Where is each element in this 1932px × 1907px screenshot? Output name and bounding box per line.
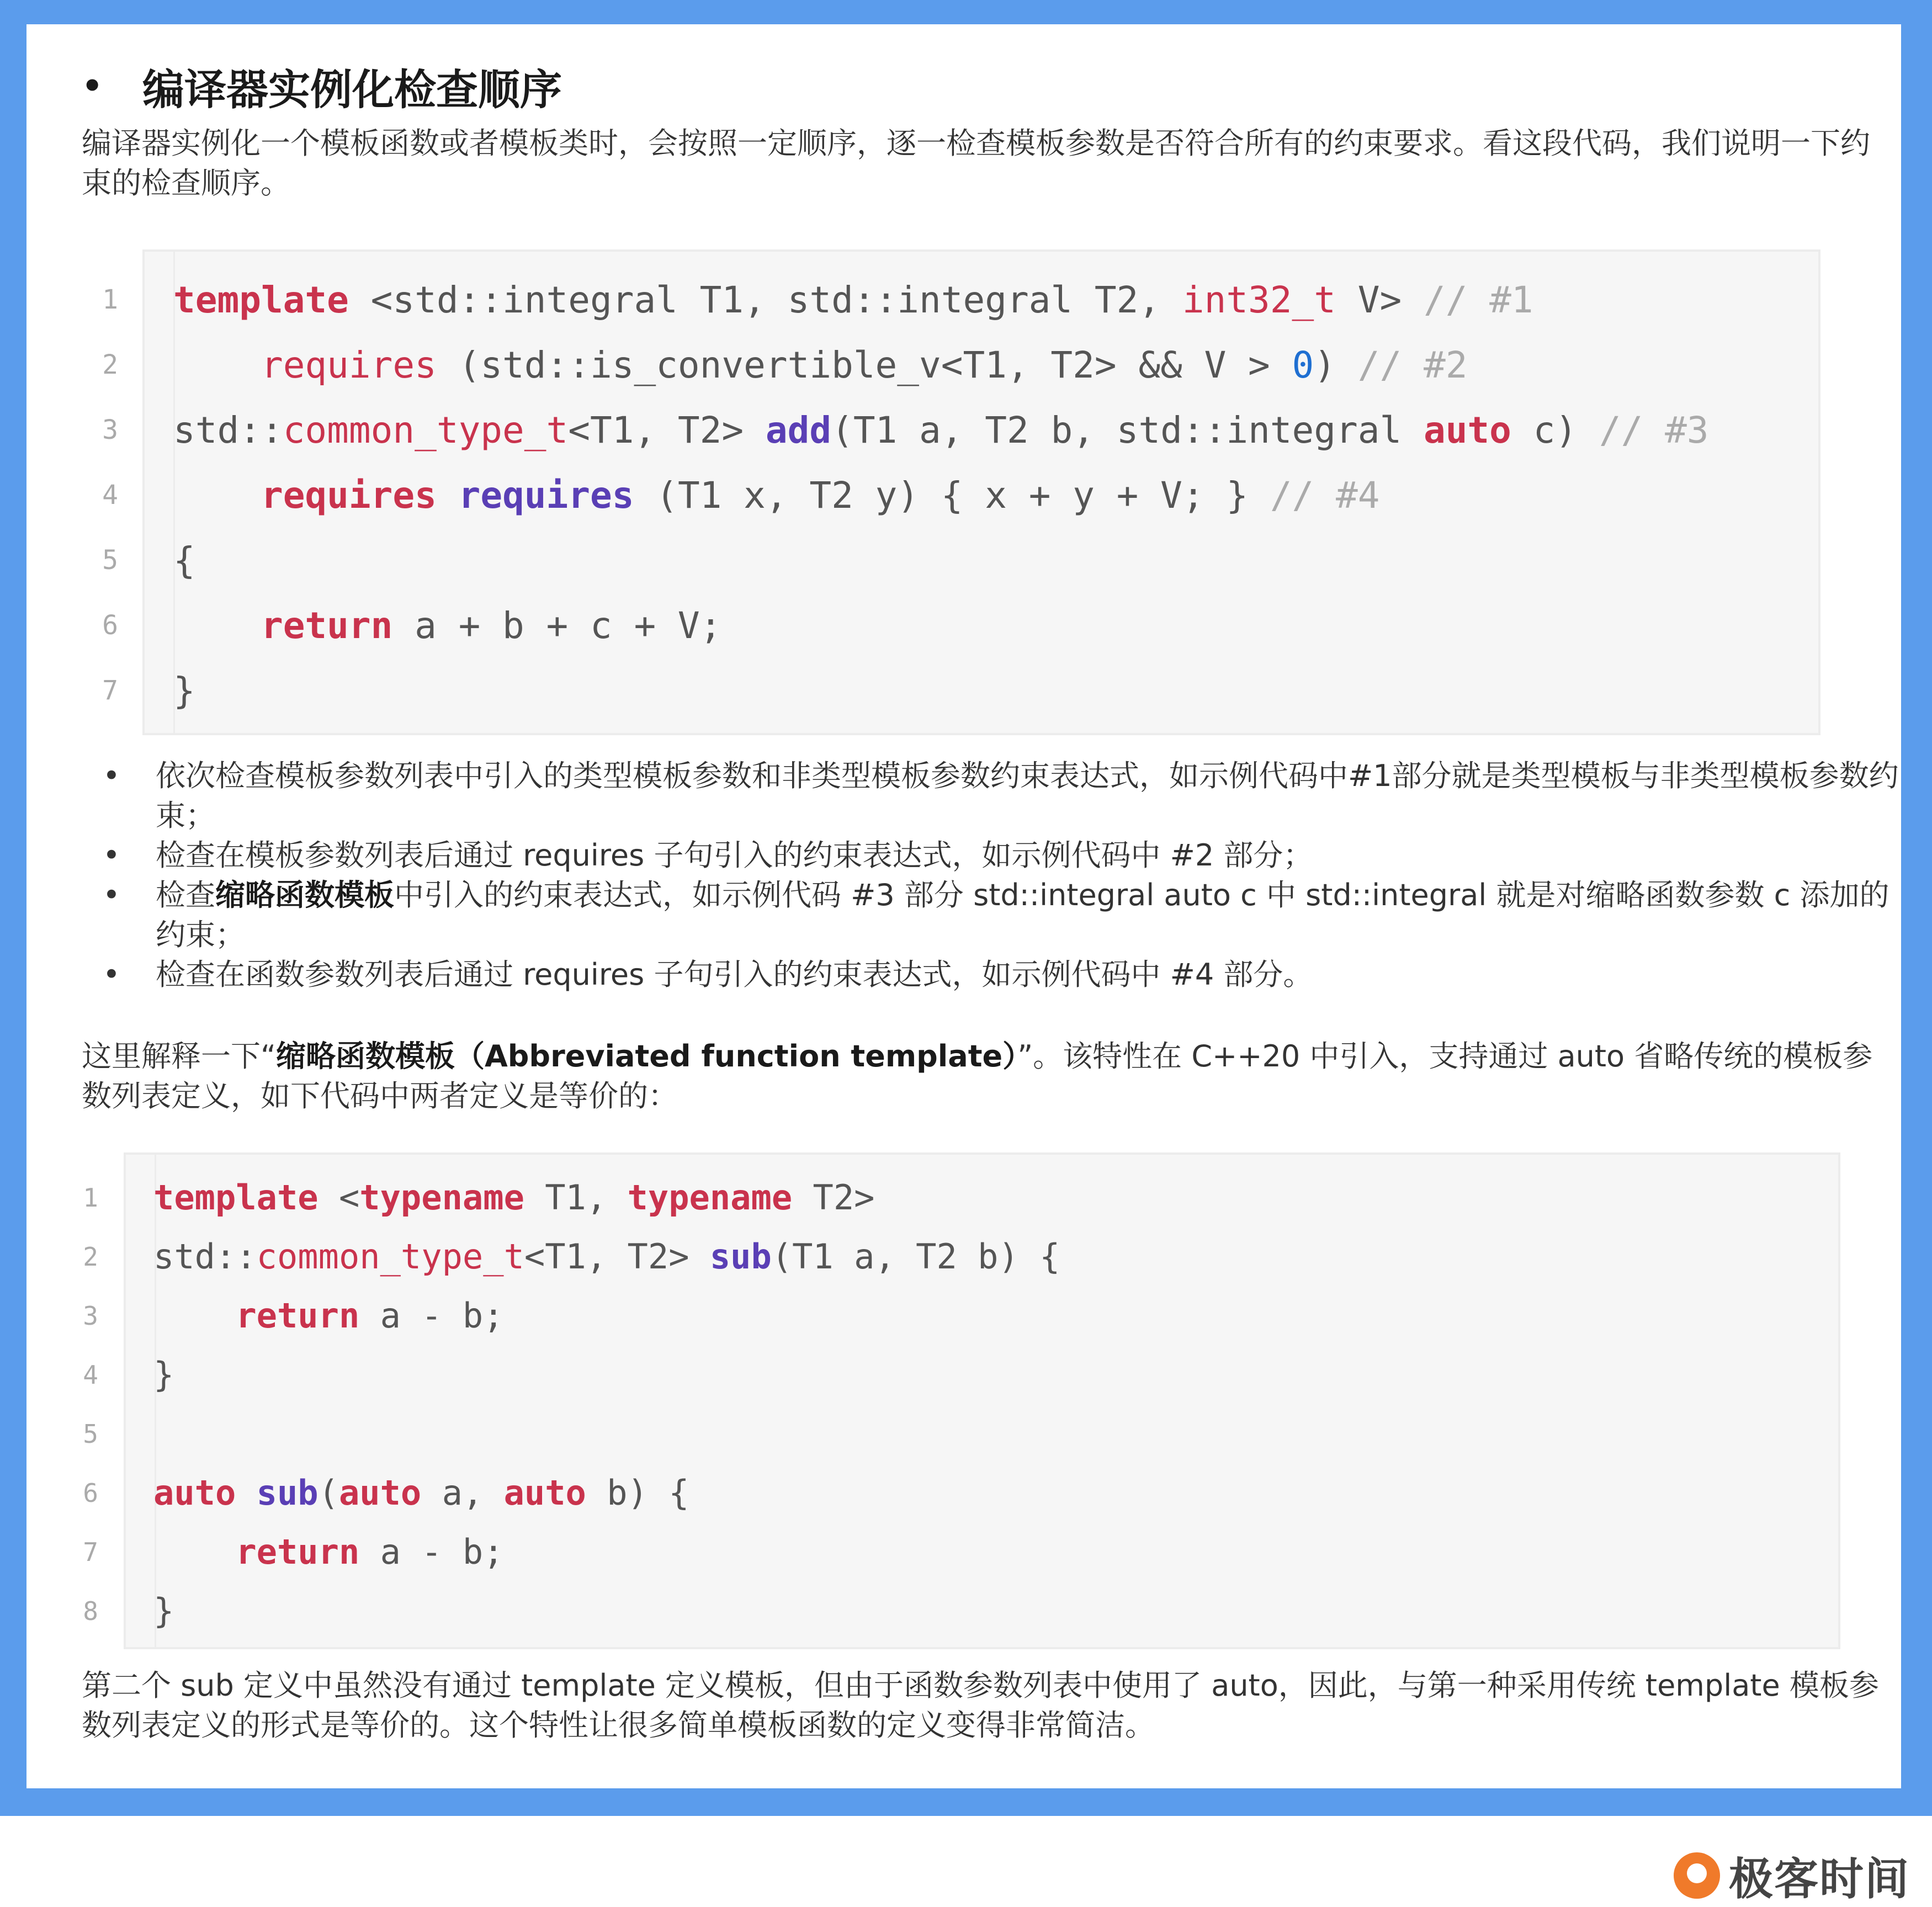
code-text [173, 670, 195, 712]
content-card [26, 24, 1901, 1788]
code-text [173, 409, 1709, 451]
code-token: T2> [792, 1177, 875, 1218]
code-text [153, 1591, 174, 1631]
code-token: std:: [173, 408, 283, 451]
code-token: (T1 a, T2 b, std::integral [831, 408, 1424, 451]
code-token [173, 474, 261, 517]
code-token: return [236, 1295, 360, 1336]
code-token [437, 474, 459, 517]
code-token: requires [458, 474, 634, 517]
code-line [83, 1404, 1838, 1463]
code-text [173, 539, 195, 582]
code-token: // #1 [1423, 278, 1533, 321]
code-line [83, 1168, 1838, 1227]
code-token: auto [338, 1473, 422, 1513]
code-text [173, 344, 1467, 386]
line-number: 2 [83, 1241, 98, 1272]
code-token: typename [359, 1177, 524, 1218]
closing-paragraph: 第二个 sub 定义中虽然没有通过 template 定义模板，但由于函数参数列表中使用了 auto，因此，与第一种采用传统 template 模板参数列表定义的形式是等价的。这个特性让很多简单模板函数的定义变得非常简洁。 [82, 1668, 1879, 1743]
code-line [83, 1463, 1838, 1522]
code-token: template [153, 1177, 319, 1218]
code-token [236, 1473, 256, 1513]
code-text [153, 1473, 689, 1513]
code-token: (T1 a, T2 b) { [771, 1236, 1060, 1277]
emphasis-text: 缩略函数模板 [215, 878, 394, 912]
explain-paragraph [82, 1037, 1892, 1116]
list-bullet: • [103, 957, 120, 992]
list-item-text: 检查在模板参数列表后通过 requires 子句引入的约束表达式，如示例代码中 #2 部分； [156, 838, 1313, 873]
explain-pre: 这里解释一下“ [82, 1039, 276, 1074]
list-item-text: 依次检查模板参数列表中引入的类型模板参数和非类型模板参数约束表达式，如示例代码中#1部分就是类型模板与非类型模板参数约束； [156, 758, 1899, 833]
code-line [83, 1227, 1838, 1286]
list-item-text: 中引入的约束表达式，如示例代码 #3 部分 std::integral auto c 中 std::integral 就是对缩略函数参数 c 添加的约束； [156, 878, 1889, 952]
brand-name: 极客时间 [1729, 1853, 1910, 1905]
line-number: 1 [83, 1182, 98, 1213]
check-order-list [82, 756, 1903, 995]
code-token: common_type_t [256, 1236, 524, 1277]
explain-bold: 缩略函数模板（Abbreviated function template） [275, 1039, 1018, 1074]
code-token: auto [153, 1473, 236, 1513]
code-token: auto [503, 1473, 586, 1513]
code-token: (T1 x, T2 y) { x + y + V; } [634, 474, 1270, 517]
code-token: sub [709, 1236, 772, 1277]
code-token: a + b + c + V; [392, 604, 722, 647]
line-number: 2 [102, 349, 118, 380]
intro-paragraph: 编译器实例化一个模板函数或者模板类时，会按照一定顺序，逐一检查模板参数是否符合所有的约束要求。看这段代码，我们说明一下约束的检查顺序。 [82, 126, 1870, 200]
code-token: requires [261, 474, 437, 517]
code-token: // #3 [1599, 408, 1709, 451]
code-token [153, 1295, 236, 1336]
list-item [82, 875, 1903, 955]
code-token: int32_t [1182, 278, 1336, 321]
code-line [102, 267, 1818, 332]
geektime-logo-icon [1674, 1852, 1720, 1899]
line-number: 6 [102, 610, 118, 641]
code-line [83, 1286, 1838, 1345]
code-text [153, 1532, 504, 1572]
code-block-sub [83, 1152, 1840, 1649]
code-token: a, [421, 1473, 504, 1513]
code-token: < [318, 1177, 360, 1218]
code-token: return [261, 604, 393, 647]
code-token: c) [1511, 408, 1599, 451]
heading-title: 编译器实例化检查顺序 [142, 65, 562, 114]
line-number: 4 [102, 480, 118, 511]
code-token: return [236, 1532, 360, 1572]
code-line [102, 397, 1818, 463]
code-token: <T1, T2> [524, 1236, 710, 1277]
code-token: template [173, 278, 349, 321]
code-line [102, 332, 1818, 397]
code-token: V> [1336, 278, 1424, 321]
code-text [153, 1177, 874, 1218]
code-token: a - b; [359, 1295, 504, 1336]
code-token: // #2 [1357, 343, 1468, 386]
code-token: add [765, 408, 832, 451]
code-token: (std::is_convertible_v<T1, T2> && V > [436, 343, 1292, 386]
code-token: } [153, 1591, 174, 1631]
explain-post: ”。该特性在 C++20 中引入，支持通过 auto 省略传统的模板参数列表定义，如下代码中两者定义是等价的： [82, 1039, 1873, 1113]
code-token: 0 [1292, 343, 1314, 386]
code-token: b) { [586, 1473, 689, 1513]
code-token: requires [261, 343, 437, 386]
code-token: common_type_t [283, 408, 569, 451]
code-token: ( [318, 1473, 339, 1513]
code-text [173, 279, 1533, 321]
code-token: <T1, T2> [568, 408, 766, 451]
code-line [102, 593, 1818, 658]
line-number: 6 [83, 1478, 98, 1508]
code-token: auto [1423, 408, 1511, 451]
code-token: ) [1314, 343, 1358, 386]
code-text [153, 1295, 504, 1336]
code-block-add [102, 249, 1820, 735]
line-number: 3 [102, 415, 118, 445]
code-token [173, 604, 261, 647]
code-token: a - b; [359, 1532, 504, 1572]
code-token: T1, [524, 1177, 628, 1218]
code-token: } [173, 669, 195, 712]
code-line [102, 528, 1818, 593]
section-heading [82, 53, 562, 119]
code-token: // #4 [1270, 474, 1380, 517]
line-number: 3 [83, 1300, 98, 1331]
code-token: std:: [153, 1236, 257, 1277]
code-text [153, 1236, 1060, 1277]
code-line [83, 1581, 1838, 1640]
brand-logo [1674, 1844, 1910, 1907]
list-bullet: • [103, 758, 120, 793]
code-token: sub [256, 1473, 319, 1513]
code-token [153, 1532, 236, 1572]
list-item [82, 756, 1903, 836]
code-line [102, 463, 1818, 528]
list-item [82, 836, 1903, 875]
list-item-text: 检查在函数参数列表后通过 requires 子句引入的约束表达式，如示例代码中 #4 部分。 [156, 957, 1313, 992]
line-number: 5 [83, 1419, 98, 1449]
code-line [83, 1345, 1838, 1404]
line-number: 7 [83, 1537, 98, 1567]
list-item [82, 955, 1903, 995]
line-number: 7 [102, 675, 118, 706]
code-text [153, 1354, 174, 1395]
line-number: 5 [102, 545, 118, 576]
code-text [173, 604, 721, 647]
code-token [173, 344, 261, 386]
code-token: } [153, 1354, 174, 1395]
code-token: { [173, 539, 195, 582]
heading-bullet: • [82, 67, 103, 105]
code-line [102, 658, 1818, 723]
list-bullet: • [103, 878, 120, 912]
code-line [83, 1522, 1838, 1581]
code-text [173, 474, 1380, 517]
code-token: typename [627, 1177, 793, 1218]
line-number: 8 [83, 1596, 98, 1626]
list-item-text: 检查 [156, 878, 215, 912]
line-number: 4 [83, 1359, 98, 1390]
list-bullet: • [103, 838, 120, 873]
line-number: 1 [102, 284, 118, 315]
code-token: <std::integral T1, std::integral T2, [348, 278, 1182, 321]
